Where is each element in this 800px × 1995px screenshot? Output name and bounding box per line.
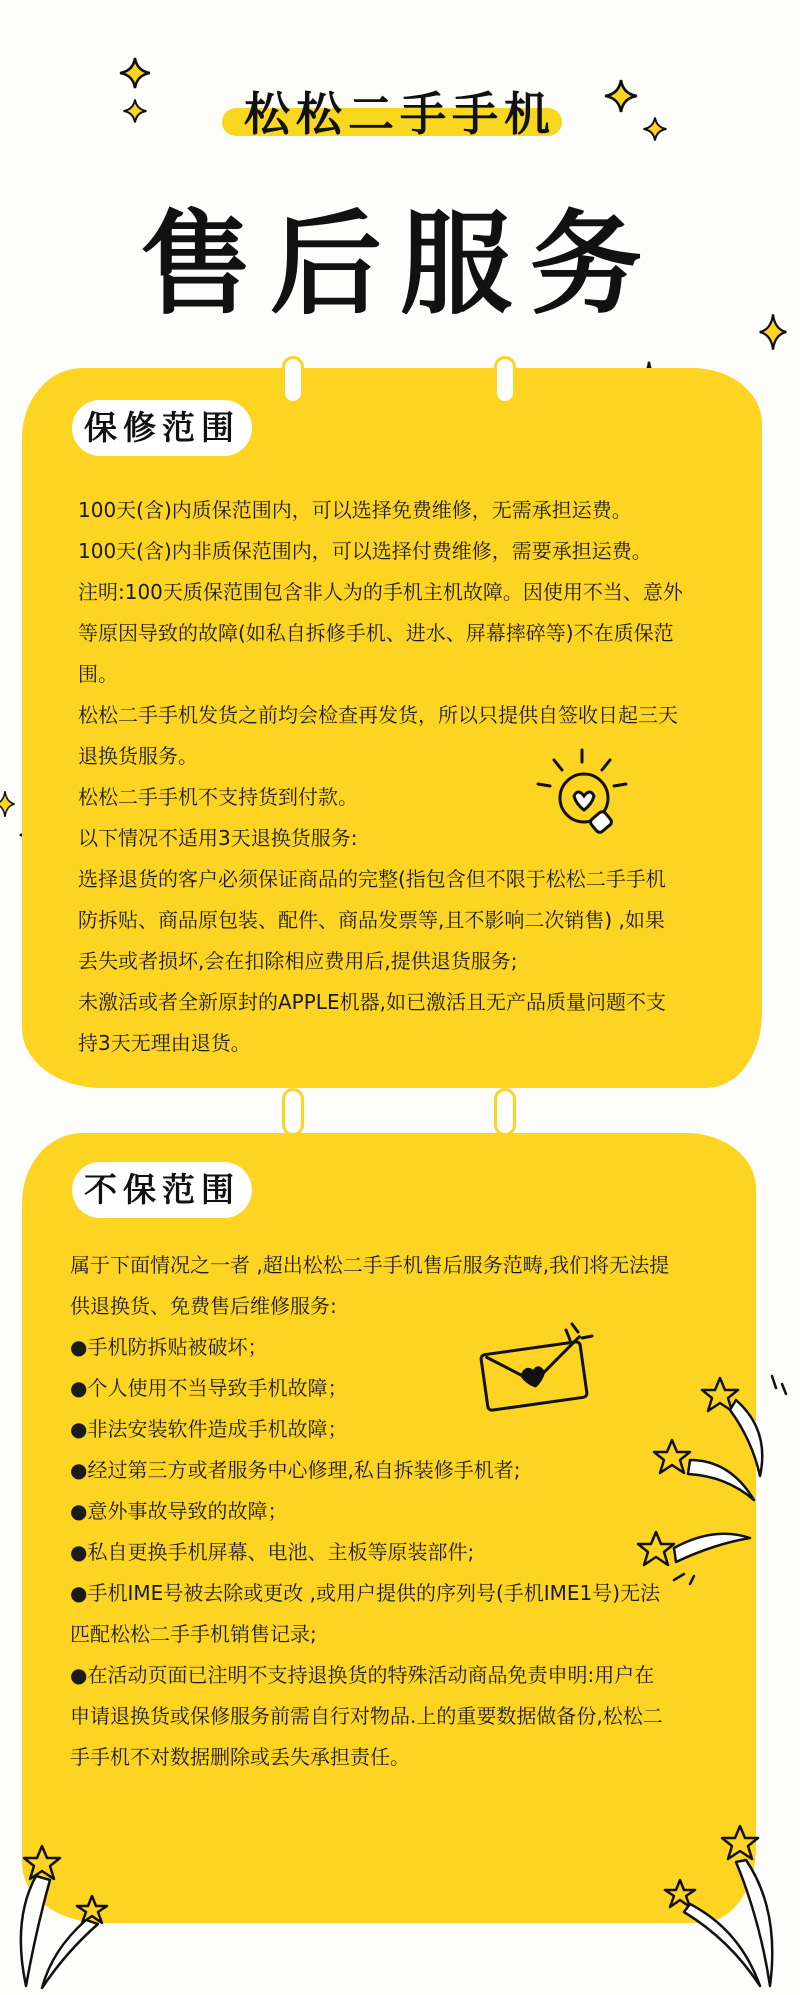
warranty-text [78, 490, 748, 1064]
brand-title: 松松二手手机 [244, 87, 556, 141]
warranty-line: 注明:100天质保范围包含非人为的手机主机故障。因使用不当、意外 [78, 580, 683, 604]
warranty-line: 持3天无理由退货。 [78, 1031, 251, 1055]
shooting-star-icon [650, 1430, 760, 1510]
sparkle-icon [758, 312, 788, 352]
exclusions-line: 手手机不对数据删除或丢失承担责任。 [70, 1745, 410, 1769]
panel-hook [282, 1088, 304, 1136]
panel-hook [494, 356, 516, 404]
shooting-star-icon [660, 1820, 790, 1990]
exclusions-line: ●经过第三方或者服务中心修理,私自拆装修手机者; [70, 1458, 521, 1482]
sparkle-icon [603, 78, 639, 114]
exclusions-tag: 不保范围 [72, 1162, 252, 1218]
exclusions-line: ●非法安装软件造成手机故障； [70, 1417, 348, 1441]
warranty-line: 防拆贴、商品原包装、配件、商品发票等,且不影响二次销售) ,如果 [78, 908, 665, 932]
warranty-line: 围。 [78, 662, 118, 686]
exclusions-line: ●个人使用不当导致手机故障； [70, 1376, 348, 1400]
sparkle-icon [642, 116, 668, 142]
page-title: 售后服务 [140, 199, 660, 330]
sparkle-icon [0, 790, 16, 818]
exclusions-line: 属于下面情况之一者 ,超出松松二手手机售后服务范畴,我们将无法提 [70, 1253, 670, 1277]
sparkle-icon [122, 98, 148, 124]
warranty-line: 100天(含)内质保范围内，可以选择免费维修，无需承担运费。 [78, 498, 632, 522]
panel-hook [494, 1088, 516, 1136]
warranty-line: 未激活或者全新原封的APPLE机器,如已激活且无产品质量问题不支 [78, 990, 666, 1014]
sparkle-icon [118, 56, 152, 90]
warranty-line: 退换货服务。 [78, 744, 198, 768]
exclusions-line: ●在活动页面已注明不支持退换货的特殊活动商品免责申明:用户在 [70, 1663, 655, 1687]
exclusions-line: 供退换货、免费售后维修服务: [70, 1294, 337, 1318]
envelope-icon [478, 1320, 598, 1410]
exclusions-line: ●意外事故导致的故障； [70, 1499, 288, 1523]
exclusions-line: ●手机防拆贴被破坏； [70, 1335, 268, 1359]
exclusions-line: ●手机IME号被去除或更改 ,或用户提供的序列号(手机IME1号)无法 [70, 1581, 661, 1605]
panel-hook [282, 356, 304, 404]
warranty-line: 以下情况不适用3天退换货服务: [78, 826, 358, 850]
lightbulb-icon [532, 748, 632, 840]
exclusions-line: 匹配松松二手手机销售记录; [70, 1622, 317, 1646]
warranty-line: 松松二手手机发货之前均会检查再发货，所以只提供自签收日起三天 [78, 703, 678, 727]
shooting-star-icon [634, 1508, 754, 1588]
warranty-line: 选择退货的客户必须保证商品的完整(指包含但不限于松松二手手机 [78, 867, 666, 891]
shooting-star-icon [2, 1840, 122, 1990]
warranty-line: 100天(含)内非质保范围内，可以选择付费维修，需要承担运费。 [78, 539, 652, 563]
warranty-line: 松松二手手机不支持货到付款。 [78, 785, 358, 809]
exclusions-line: 申请退换货或保修服务前需自行对物品.上的重要数据做备份,松松二 [70, 1704, 663, 1728]
warranty-line: 丢失或者损坏,会在扣除相应费用后,提供退货服务; [78, 949, 518, 973]
warranty-line: 等原因导致的故障(如私自拆修手机、进水、屏幕摔碎等)不在质保范 [78, 621, 674, 645]
exclusions-line: ●私自更换手机屏幕、电池、主板等原装部件; [70, 1540, 475, 1564]
warranty-tag: 保修范围 [72, 400, 252, 456]
